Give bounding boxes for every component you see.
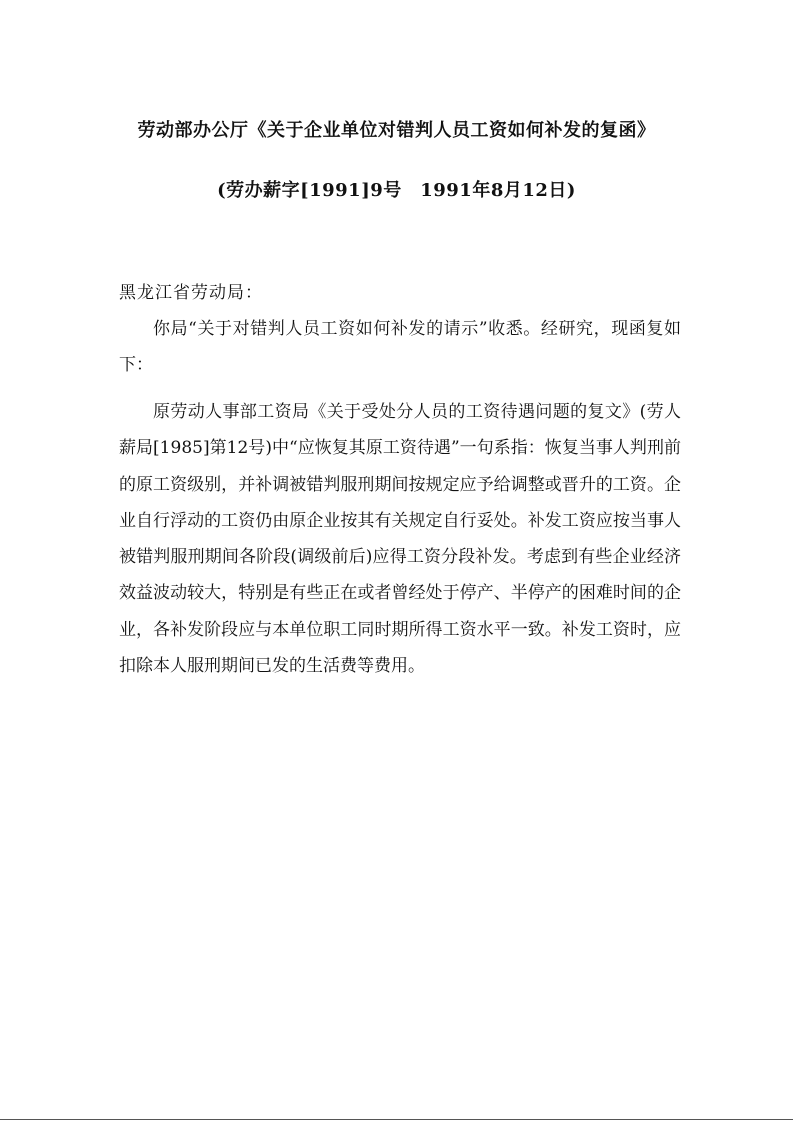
page-bottom-rule — [0, 1119, 793, 1120]
paragraph-1: 你局“关于对错判人员工资如何补发的请示”收悉。经研究，现函复如下： — [119, 319, 681, 376]
document-subtitle: (劳办薪字[1991]9号 1991年8月12日) — [217, 180, 576, 201]
document-title: 劳动部办公厅《关于企业单位对错判人员工资如何补发的复函》 — [137, 120, 656, 141]
salutation: 黑龙江省劳动局： — [119, 283, 263, 303]
paragraph-2: 原劳动人事部工资局《关于受处分人员的工资待遇问题的复文》(劳人薪局[1985]第12号)中“应恢复其原工资待遇”一句系指：恢复当事人判刑前的原工资级别，并补调被错判服刑期间按规定应予给调整或晋升的工资。企业自行浮动的工资仍由原企业按其有关规定自行妥处。补发工资应按当事人被错判服刑期间各阶段(调级前后)应得工资分段补发。考虑到有些企业经济效益波动较大，特别是有些正在或者曾经处于停产、半停产的困难时间的企业，各补发阶段应与本单位职工同时期所得工资水平一致。补发工资时，应扣除本人服刑期间已发的生活费等费用。 — [119, 402, 681, 677]
